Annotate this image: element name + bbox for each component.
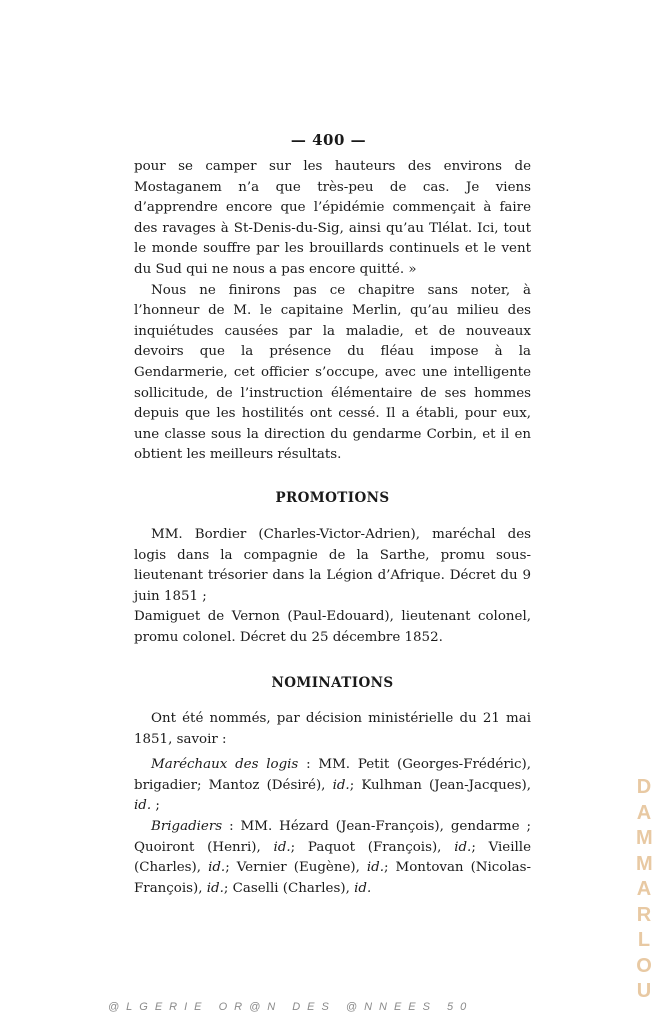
rank-label: Brigadiers: [151, 818, 223, 834]
paragraph-continuation: pour se camper sur les hauteurs des environs de Mostaganem n’a que très-peu de cas. Je viens d’apprendre encore que l’épidémie commençait à faire des ravages à St-Denis-du-Sig, ainsi qu’au Tlélat. Ici, tout le monde souffre par les brouillards continuels et le vent du Sud qui ne nous a pas encore quitté. »: [134, 159, 531, 277]
rank-label: Maréchaux des logis: [151, 757, 299, 773]
promotions-heading: PROMOTIONS: [275, 490, 390, 506]
footer-caption: @LGERIE OR@N DES @NNEES 50: [108, 1001, 474, 1013]
watermark: DAMMARLOU: [636, 776, 653, 1002]
nomination-brigadiers: Brigadiers : MM. Hézard (Jean-François), gendarme ; Quoiront (Henri), id.; Paquot (François), id.; Vieille (Charles), id.; Vernier (Eugène), id.; Montovan (Nicolas-François), id.; Caselli (Charles), id.: [134, 818, 532, 896]
promotion-entry: MM. Bordier (Charles-Victor-Adrien), maréchal des logis dans la compagnie de la Sarthe, promu sous-lieutenant trésorier dans la Légion d’Afrique. Décret du 9 juin 1851 ;: [134, 527, 531, 604]
body-text: [134, 157, 531, 466]
nominations-list: [134, 709, 531, 899]
nomination-marechaux: Maréchaux des logis : MM. Petit (Georges-Frédéric), brigadier; Mantoz (Désiré), id.; Kulhman (Jean-Jacques), id. ;: [134, 757, 532, 814]
nominations-intro: Ont été nommés, par décision ministérielle du 21 mai 1851, savoir :: [134, 711, 531, 747]
promotion-entry: Damiguet de Vernon (Paul-Edouard), lieutenant colonel, promu colonel. Décret du 25 décembre 1852.: [134, 609, 531, 645]
nominations-heading: NOMINATIONS: [271, 675, 394, 691]
promotions-list: [134, 525, 531, 649]
paragraph-merlin: Nous ne finirons pas ce chapitre sans noter, à l’honneur de M. le capitaine Merlin, qu’au milieu des inquiétudes causées par la maladie, et de nouveaux devoirs que la présence du fléau impose à la Gendarmerie, cet officier s’occupe, avec une intelligente sollicitude, de l’instruction élémentaire de ses hommes depuis que les hostilités ont cessé. Il a établi, pour eux, une classe sous la direction du gendarme Corbin, et il en obtient les meilleurs résultats.: [134, 282, 531, 463]
page-number: — 400 —: [290, 131, 367, 149]
